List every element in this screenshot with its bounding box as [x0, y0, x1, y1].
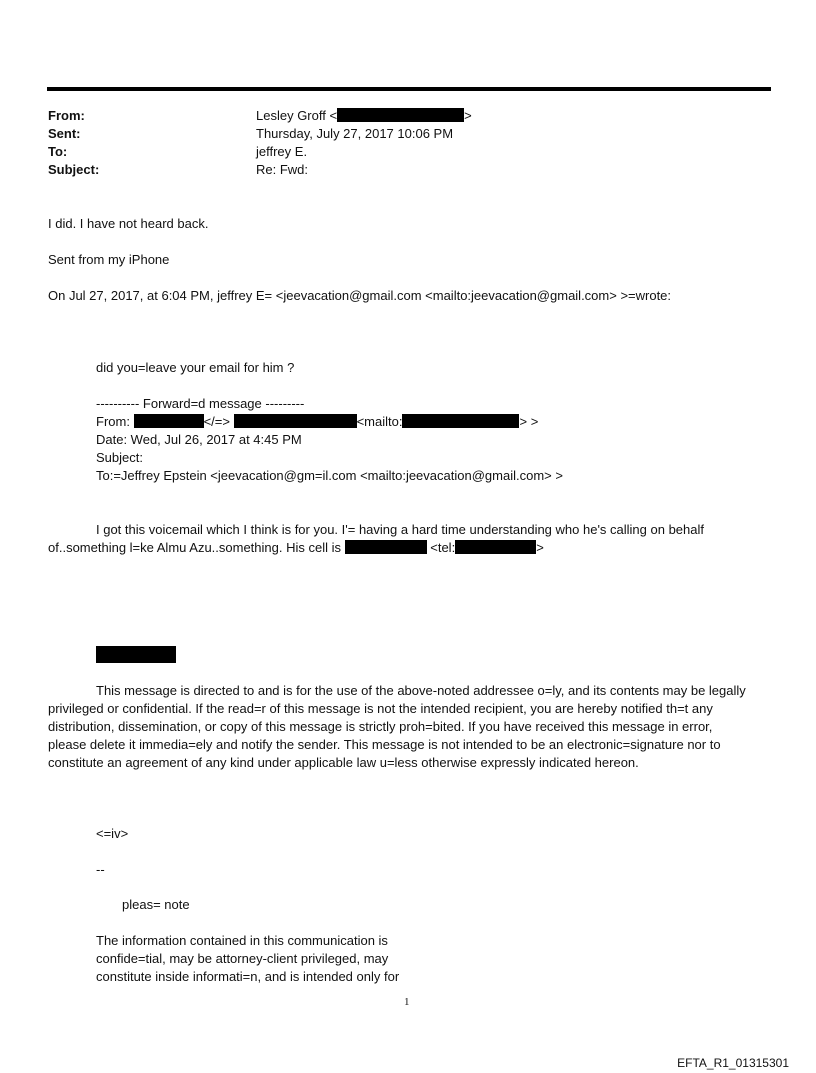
forward-header: ---------- Forward=d message ---------: [96, 396, 305, 411]
forward-subject: Subject:: [96, 450, 143, 465]
subject-value: Re: Fwd:: [256, 162, 309, 177]
forward-from: [96, 414, 538, 429]
div-tag: <=iv>: [96, 826, 129, 841]
voicemail-tel: <tel:: [430, 540, 456, 555]
signature: Sent from my iPhone: [48, 252, 170, 267]
page-number: 1: [404, 996, 410, 1008]
voicemail-line-1: I got this voicemail which I think is for you. I'= having a hard time understanding who he's calling on behalf: [96, 522, 704, 537]
voicemail-end: >: [536, 540, 544, 555]
disclaimer-line: privileged or confidential. If the read=r of this message is not the intended recipient, you are hereby notified th=t any: [48, 701, 713, 716]
redaction-box: [96, 646, 176, 663]
from-label: From:: [48, 108, 85, 123]
sent-value: Thursday, July 27, 2017 10:06 PM: [256, 126, 454, 141]
please-note: pleas= note: [122, 897, 190, 912]
forward-from-label: From:: [96, 414, 130, 429]
disclaimer-line: please delete it immedia=ely and notify the sender. This message is not intended to be an electronic=signature nor to: [48, 737, 721, 752]
redaction-box: [337, 108, 464, 122]
reply-line: I did. I have not heard back.: [48, 216, 209, 231]
info-line: constitute inside informati=n, and is intended only for: [96, 969, 400, 984]
subject-label: Subject:: [48, 162, 100, 177]
forward-from-mailto: <mailto:: [356, 414, 403, 429]
redaction-box: [134, 414, 204, 428]
info-line: confide=tial, may be attorney-client privileged, may: [96, 951, 389, 966]
disclaimer-line: distribution, dissemination, or copy of this message is strictly proh=bited. If you have received this message in error,: [48, 719, 713, 734]
quote-intro: On Jul 27, 2017, at 6:04 PM, jeffrey E= <jeevacation@gmail.com <mailto:jeevacation@gmail.com> >=wrote:: [48, 288, 672, 303]
forward-to: To:=Jeffrey Epstein <jeevacation@gm=il.com <mailto:jeevacation@gmail.com> >: [96, 468, 563, 483]
voicemail-text: of..something l=ke Almu Azu..something. His cell is: [48, 540, 341, 555]
forward-from-end: > >: [519, 414, 539, 429]
sent-label: Sent:: [48, 126, 81, 141]
redaction-box: [234, 414, 357, 428]
redaction-box: [345, 540, 427, 554]
forward-date: Date: Wed, Jul 26, 2017 at 4:45 PM: [96, 432, 302, 447]
forward-from-mid: </=>: [203, 414, 230, 429]
redaction-box: [455, 540, 536, 554]
voicemail-line-2: [48, 540, 544, 555]
disclaimer-line: constitute an agreement of any kind under applicable law u=less otherwise expressly indicated hereon.: [48, 755, 639, 770]
disclaimer: [48, 682, 788, 772]
from-name: Lesley Groff <: [256, 108, 338, 123]
to-label: To:: [48, 144, 68, 159]
confidentiality-note: [96, 932, 399, 986]
info-line: The information contained in this communication is: [96, 933, 388, 948]
bates-number: EFTA_R1_01315301: [677, 1056, 789, 1070]
header-rule: [47, 87, 771, 91]
redaction-box: [402, 414, 519, 428]
disclaimer-line: This message is directed to and is for the use of the above-noted addressee o=ly, and its contents may be legally: [96, 683, 746, 698]
from-suffix: >: [464, 108, 472, 123]
dashes: --: [96, 862, 105, 877]
question-line: did you=leave your email for him ?: [96, 360, 295, 375]
to-value: jeffrey E.: [256, 144, 308, 159]
from-value: [256, 108, 472, 123]
